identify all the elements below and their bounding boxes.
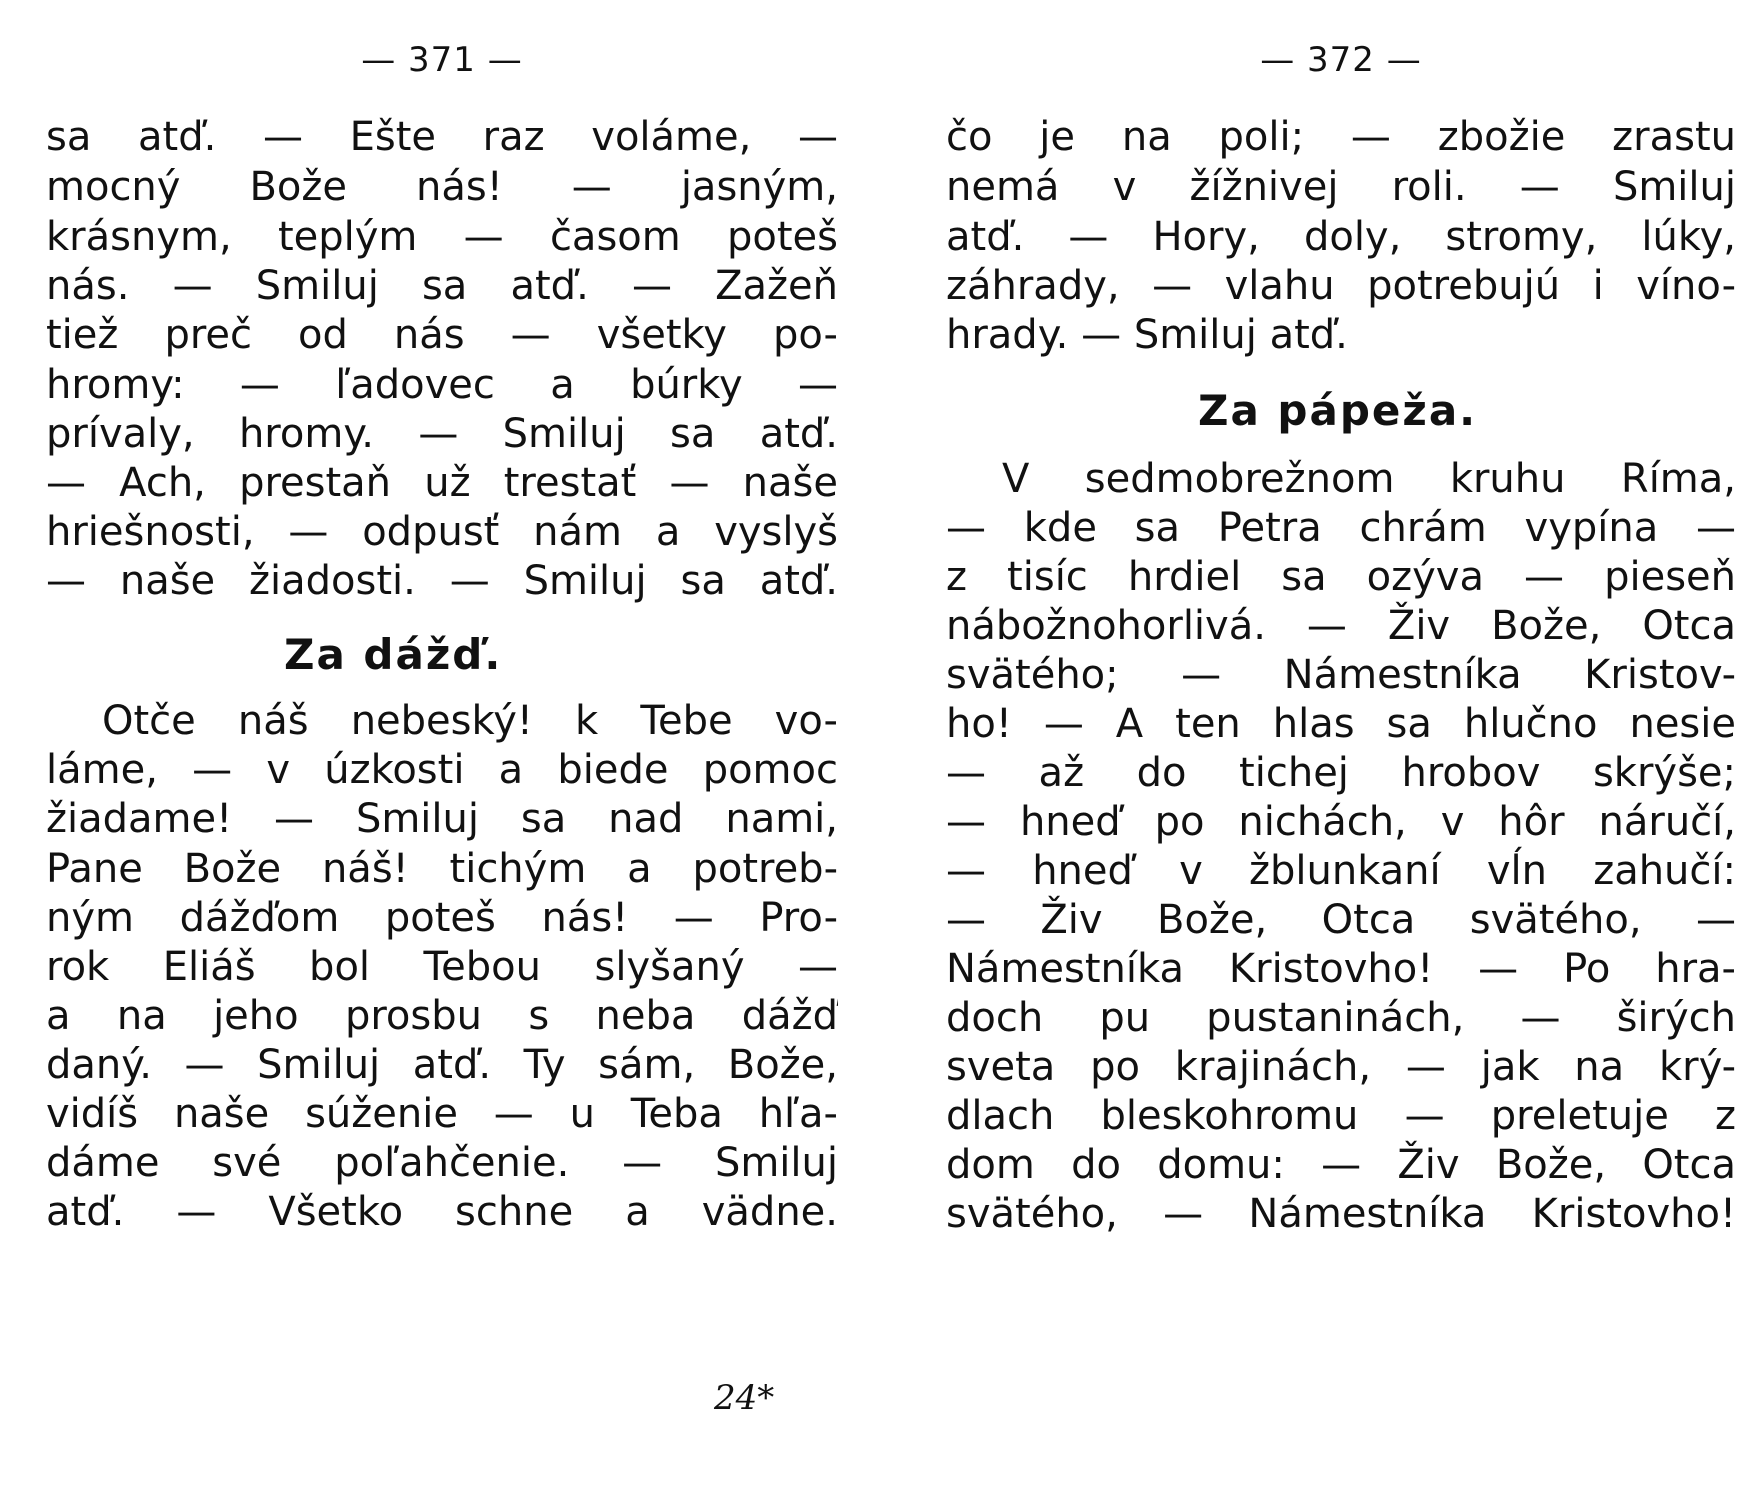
page-number-right: — 372 — — [1260, 40, 1422, 80]
text-line: atď. — Všetko schne a vädne. — [46, 1189, 838, 1235]
text-line: Námestníka Kristovho! — Po hra- — [946, 946, 1736, 992]
left-page — [46, 0, 838, 1500]
section-heading-za-dazd: Za dážď. — [284, 630, 503, 679]
text-line: svätého, — Námestníka Kristovho! — [946, 1191, 1736, 1237]
text-line: ným dážďom poteš nás! — Pro- — [46, 895, 838, 941]
text-line: nás. — Smiluj sa atď. — Zažeň — [46, 263, 838, 309]
text-line: záhrady, — vlahu potrebujú i víno- — [946, 263, 1736, 309]
text-line: ho! — A ten hlas sa hlučno nesie — [946, 701, 1736, 747]
text-line: — naše žiadosti. — Smiluj sa atď. — [46, 558, 838, 604]
text-line: láme, — v úzkosti a biede pomoc — [46, 747, 838, 793]
text-line: žiadame! — Smiluj sa nad nami, — [46, 796, 838, 842]
text-line: V sedmobrežnom kruhu Ríma, — [1002, 456, 1736, 502]
text-line: hromy: — ľadovec a búrky — — [46, 362, 838, 408]
text-line: — Ach, prestaň už trestať — naše — [46, 460, 838, 506]
text-line: hrady. — Smiluj atď. — [946, 312, 1348, 358]
page-number-left: — 371 — — [361, 40, 523, 80]
text-line: — kde sa Petra chrám vypína — — [946, 505, 1736, 551]
text-line: Otče náš nebeský! k Tebe vo- — [102, 698, 838, 744]
text-line: dom do domu: — Živ Bože, Otca — [946, 1142, 1736, 1188]
text-line: rok Eliáš bol Tebou slyšaný — — [46, 944, 838, 990]
text-line: dlach bleskohromu — preletuje z — [946, 1093, 1736, 1139]
text-line: — až do tichej hrobov skrýše; — [946, 750, 1736, 796]
signature-mark: 24* — [714, 1378, 775, 1418]
text-line: sveta po krajinách, — jak na krý- — [946, 1044, 1736, 1090]
text-line: a na jeho prosbu s neba dážď — [46, 993, 838, 1039]
text-line: čo je na poli; — zbožie zrastu — [946, 114, 1736, 160]
text-line: vidíš naše súženie — u Teba hľa- — [46, 1091, 838, 1137]
text-line: atď. — Hory, doly, stromy, lúky, — [946, 214, 1736, 260]
text-line: tiež preč od nás — všetky po- — [46, 312, 838, 358]
text-line: prívaly, hromy. — Smiluj sa atď. — [46, 411, 838, 457]
right-page — [946, 0, 1736, 1500]
text-line: z tisíc hrdiel sa ozýva — pieseň — [946, 554, 1736, 600]
text-line: doch pu pustaninách, — širých — [946, 995, 1736, 1041]
text-line: — Živ Bože, Otca svätého, — — [946, 897, 1736, 943]
section-heading-za-papeza: Za pápeža. — [1198, 386, 1478, 435]
text-line: nábožnohorlivá. — Živ Bože, Otca — [946, 603, 1736, 649]
text-line: krásnym, teplým — časom poteš — [46, 214, 838, 260]
text-line: nemá v žížnivej roli. — Smiluj — [946, 164, 1736, 210]
text-line: — hneď po nichách, v hôr náručí, — [946, 799, 1736, 845]
text-line: sa atď. — Ešte raz voláme, — — [46, 114, 838, 160]
text-line: daný. — Smiluj atď. Ty sám, Bože, — [46, 1042, 838, 1088]
text-line: svätého; — Námestníka Kristov- — [946, 652, 1736, 698]
text-line: dáme své poľahčenie. — Smiluj — [46, 1140, 838, 1186]
text-line: hriešnosti, — odpusť nám a vyslyš — [46, 509, 838, 555]
text-line: mocný Bože nás! — jasným, — [46, 164, 838, 210]
text-line: — hneď v žblunkaní vĺn zahučí: — [946, 848, 1736, 894]
text-line: Pane Bože náš! tichým a potreb- — [46, 846, 838, 892]
